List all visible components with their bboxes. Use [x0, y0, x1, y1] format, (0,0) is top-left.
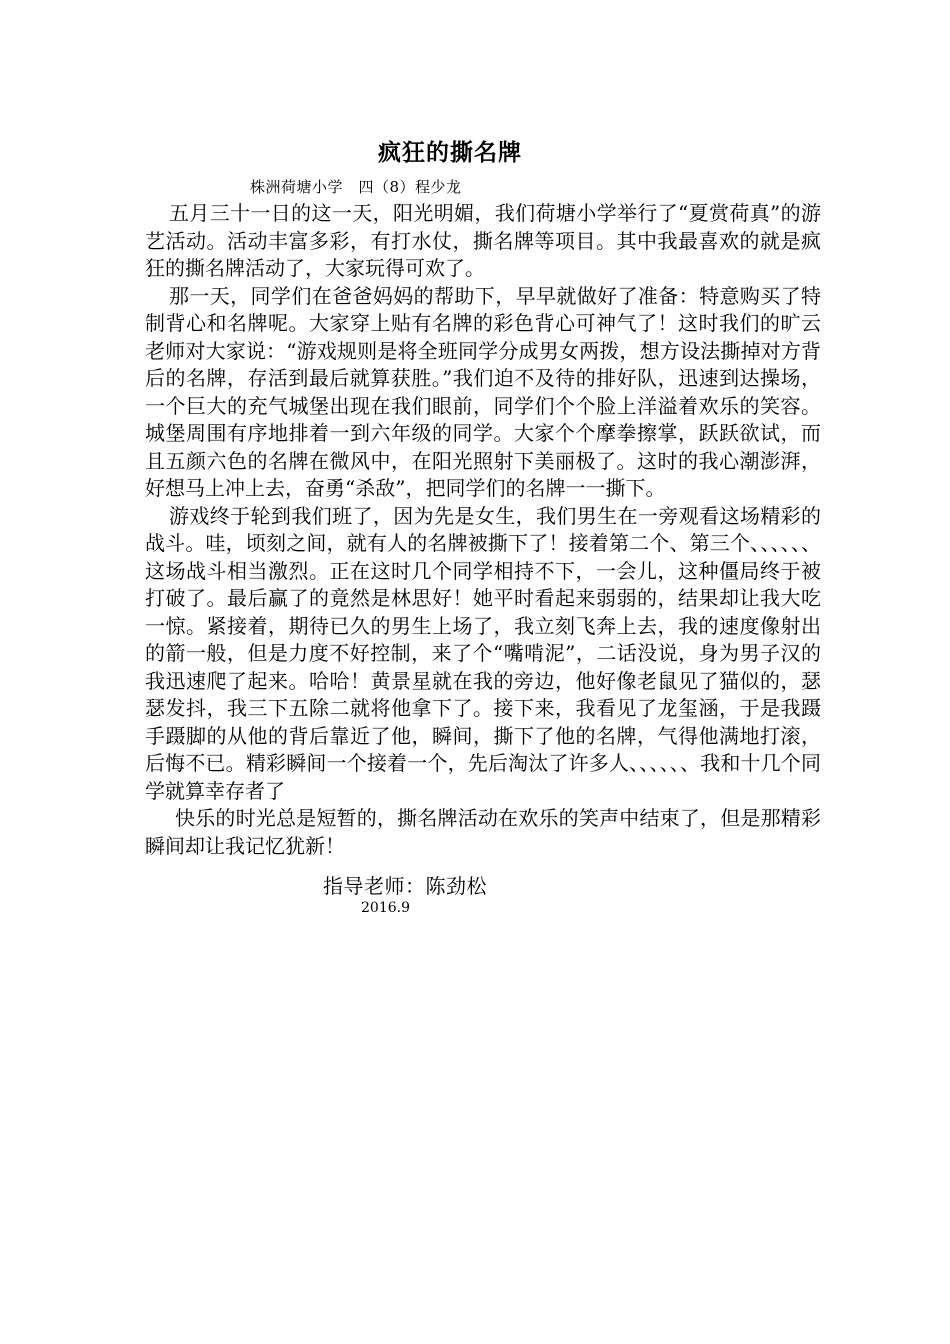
essay-title: 疯狂的撕名牌	[378, 140, 522, 166]
paragraph: 快乐的时光总是短暂的，撕名牌活动在欢乐的笑声中结束了，但是那精彩瞬间却让我记忆犹新！	[145, 806, 821, 858]
teacher-credit: 指导老师：陈劲松	[323, 874, 487, 898]
essay-body	[145, 200, 821, 860]
paragraph: 那一天，同学们在爸爸妈妈的帮助下，早早就做好了准备：特意购买了特制背心和名牌呢。大家穿上贴有名牌的彩色背心可神气了！这时我们的旷云老师对大家说：“游戏规则是将全班同学分成男女两拨，想方设法撕掉对方背后的名牌，存活到最后就算获胜。”我们迫不及待的排好队，迅速到达操场，一个巨大的充气城堡出现在我们眼前，同学们个个脸上洋溢着欢乐的笑容。城堡周围有序地排着一到六年级的同学。大家个个摩拳擦掌，跃跃欲试，而且五颜六色的名牌在微风中，在阳光照射下美丽极了。这时的我心潮澎湃，好想马上冲上去，奋勇“杀敌”，把同学们的名牌一一撕下。	[145, 283, 821, 500]
paragraph: 游戏终于轮到我们班了，因为先是女生，我们男生在一旁观看这场精彩的战斗。哇，顷刻之间，就有人的名牌被撕下了！接着第二个、第三个、、、、、、这场战斗相当激烈。正在这时几个同学相持不下，一会儿，这种僵局终于被打破了。最后赢了的竟然是林思好！她平时看起来弱弱的，结果却让我大吃一惊。紧接着，期待已久的男生上场了，我立刻飞奔上去，我的速度像射出的箭一般，但是力度不好控制，来了个“嘴啃泥”，二话没说，身为男子汉的我迅速爬了起来。哈哈！黄景星就在我的旁边，他好像老鼠见了猫似的，瑟瑟发抖，我三下五除二就将他拿下了。接下来，我看见了龙玺涵，于是我蹑手蹑脚的从他的背后靠近了他，瞬间，撕下了他的名牌，气得他满地打滚，后悔不已。精彩瞬间一个接着一个，先后淘汰了许多人、、、、、、我和十几个同学就算幸存者了	[145, 503, 821, 803]
date: 2016.9	[361, 900, 410, 916]
author-byline: 株洲荷塘小学 四（8）程少龙	[250, 178, 462, 196]
paragraph: 五月三十一日的这一天，阳光明媚，我们荷塘小学举行了“夏赏荷真”的游艺活动。活动丰富多彩，有打水仗，撕名牌等项目。其中我最喜欢的就是疯狂的撕名牌活动了，大家玩得可欢了。	[145, 201, 821, 280]
